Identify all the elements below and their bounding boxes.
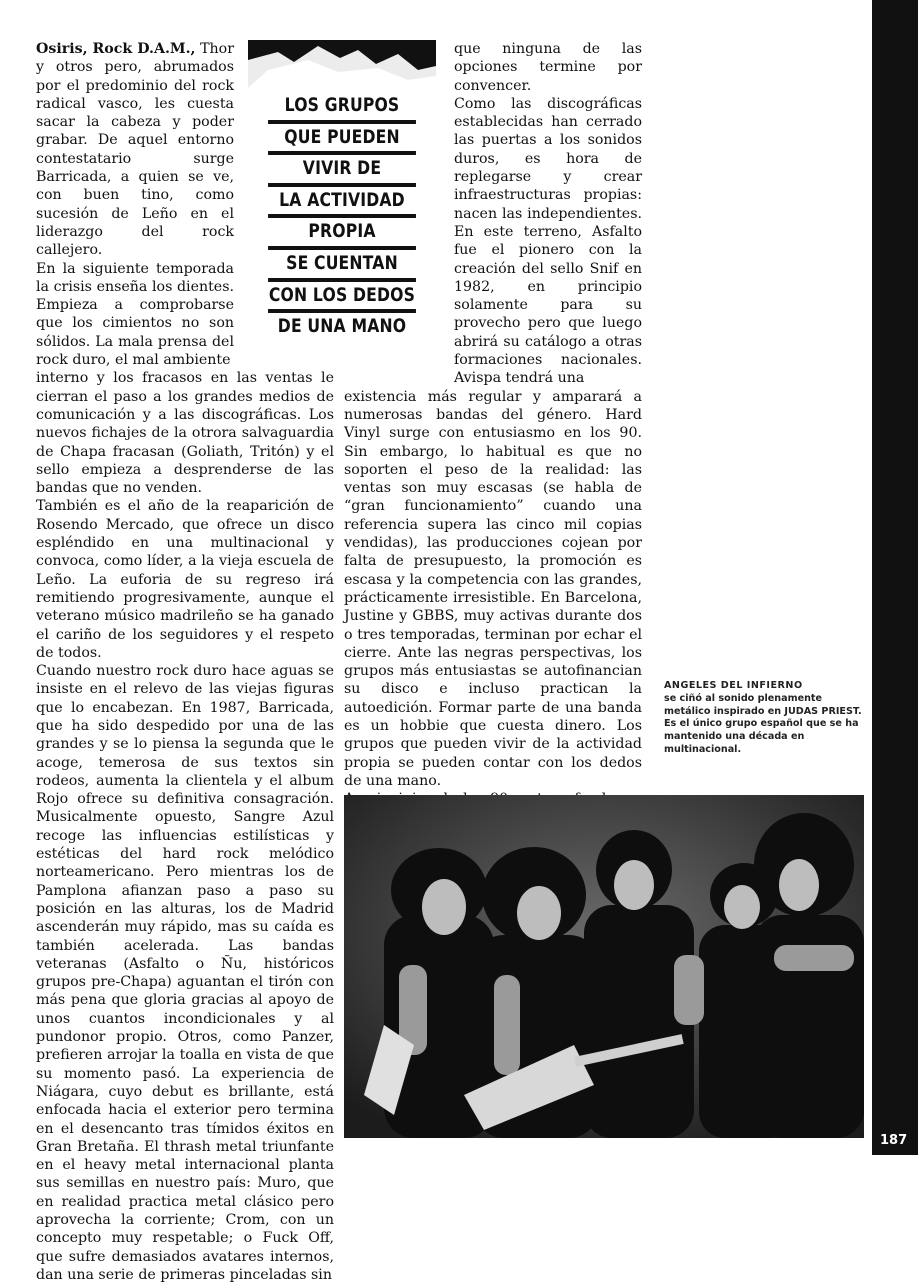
pull-quote-line: SE CUENTAN (268, 250, 416, 282)
col1-p1-body: Thor y otros pero, abrumados por el predominio del rock radical vasco, les cuesta sacar la cabeza y poder grabar. De aquel entorno contestatario surge Barricada, a quien se ve, con buen tino, como sucesión de Leño en el liderazgo del rock callejero. (36, 41, 234, 259)
col1-paragraph-2b: interno y los fracasos en las ventas le cierran el paso a los grandes medios de comunicación y a las discográficas. Los nuevos fichajes de la otrora salvaguardia de Chapa fracasan (Goliath, Tritón) y el sello empieza a desprenderse de las bandas que no venden. (36, 370, 334, 497)
col2-paragraph-2a: Como las discográficas establecidas han cerrado las puertas a los sonidos duros, es hora de replegarse y crear infraestructuras propias: nacen las independientes. En este terreno, Asfalto fue el pionero con la creación del sello Snif en 1982, en principio solamente para su provecho pero que luego abrirá su catálogo a otras formaciones nacionales. Avispa tendrá una (454, 95, 642, 387)
pull-quote-line: VIVIR DE (268, 155, 416, 187)
col2-paragraph-2b: existencia más regular y amparará a numerosas bandas del género. Hard Vinyl surge con entusiasmo en los 90. Sin embargo, lo habitual es que no soporten el peso de la realidad: las ventas son muy escasas (se habla de “gran funcionamiento” cuando una referencia supera las cinco mil copias vendidas), las producciones cojean por falta de presupuesto, la promoción es escasa y la competencia con las grandes, prácticamente irresistible. En Barcelona, Justine y GBBS, muy activas durante dos o tres temporadas, terminan por echar el cierre. Ante las negras perspectivas, los grupos más entusiastas se autofinancian su disco e incluso practican la autoedición. Formar parte de una banda es un hobbie que cuesta dinero. Los grupos que pueden vivir de la actividad propia se pueden contar con los dedos de una mano. (344, 388, 642, 789)
caption-body: se ciñó al sonido plenamente metálico inspirado en JUDAS PRIEST. Es el único grupo español que se ha mantenido una década en multinacional. (664, 692, 862, 755)
page-number: 187 (880, 1133, 908, 1148)
pull-quote-line: LOS GRUPOS (268, 92, 416, 124)
pull-quote-line: DE UNA MANO (277, 316, 407, 338)
col1-paragraph-3: También es el año de la reaparición de Rosendo Mercado, que ofrece un disco espléndido en una multinacional y convoca, como líder, a la vieja escuela de Leño. La euforia de su regreso irá remitiendo progresivamente, aunque el veterano músico madrileño se ha ganado el cariño de los seguidores y el respeto de todos. (36, 498, 334, 661)
caption-heading: ANGELES DEL INFIERNO (664, 680, 803, 691)
photo-caption (664, 680, 864, 757)
pull-quote-line: QUE PUEDEN (268, 124, 416, 156)
pull-quote-line: PROPIA (268, 218, 416, 250)
col1-paragraph-4: Cuando nuestro rock duro hace aguas se insiste en el relevo de las viejas figuras que lo encabezan. En 1987, Barricada, que ha sido despedido por una de las grandes y se lo piensa la segunda que le acoge, temerosa de sus textos sin rodeos, aumenta la clientela y el album Rojo ofrece su definitiva consagración. Musicalmente opuesto, Sangre Azul recoge las influencias estilísticas y estéticas del hard rock melódico norteamericano. Pero mientras los de Pamplona afianzan paso a paso su posición en las alturas, los de Madrid ascenderán muy rápido, mas su caída es también acelerada. Las bandas veteranas (Asfalto o Ñu, históricos grupos pre-Chapa) aguantan el tirón con más pena que gloria gracias al apoyo de unos cuantos incondicionales y al pundonor propio. Otros, como Panzer, prefieren arrojar la toalla en vista de que su momento pasó. La experiencia de Niágara, cuyo debut es brillante, está enfocada hacia el exterior pero termina en el desencanto tras tímidos éxitos en Gran Bretaña. El thrash metal triunfante en el heavy metal internacional planta sus semillas en nuestro país: Muro, que en realidad practica metal clásico pero aprovecha la corriente; Crom, con un concepto muy respetable; o Fuck Off, que sufre demasiados avatares internos, dan una serie de primeras pinceladas sin (36, 663, 334, 1283)
pull-quote-line: CON LOS DEDOS (268, 282, 416, 314)
band-photo-illustration (344, 795, 864, 1138)
pull-quote-line: LA ACTIVIDAD (268, 187, 416, 219)
col1-paragraph-2a: En la siguiente temporada la crisis enseña los dientes. Empieza a comprobarse que los cimientos no son sólidos. La mala prensa del rock duro, el mal ambiente (36, 260, 234, 369)
band-photo (344, 795, 864, 1138)
col2-paragraph-1: que ninguna de las opciones termine por convencer. (454, 41, 642, 94)
col1-paragraph-1 (36, 40, 234, 260)
col1-p1-lead: Osiris, Rock D.A.M., (36, 41, 196, 57)
page-edge-bar (872, 0, 918, 1155)
